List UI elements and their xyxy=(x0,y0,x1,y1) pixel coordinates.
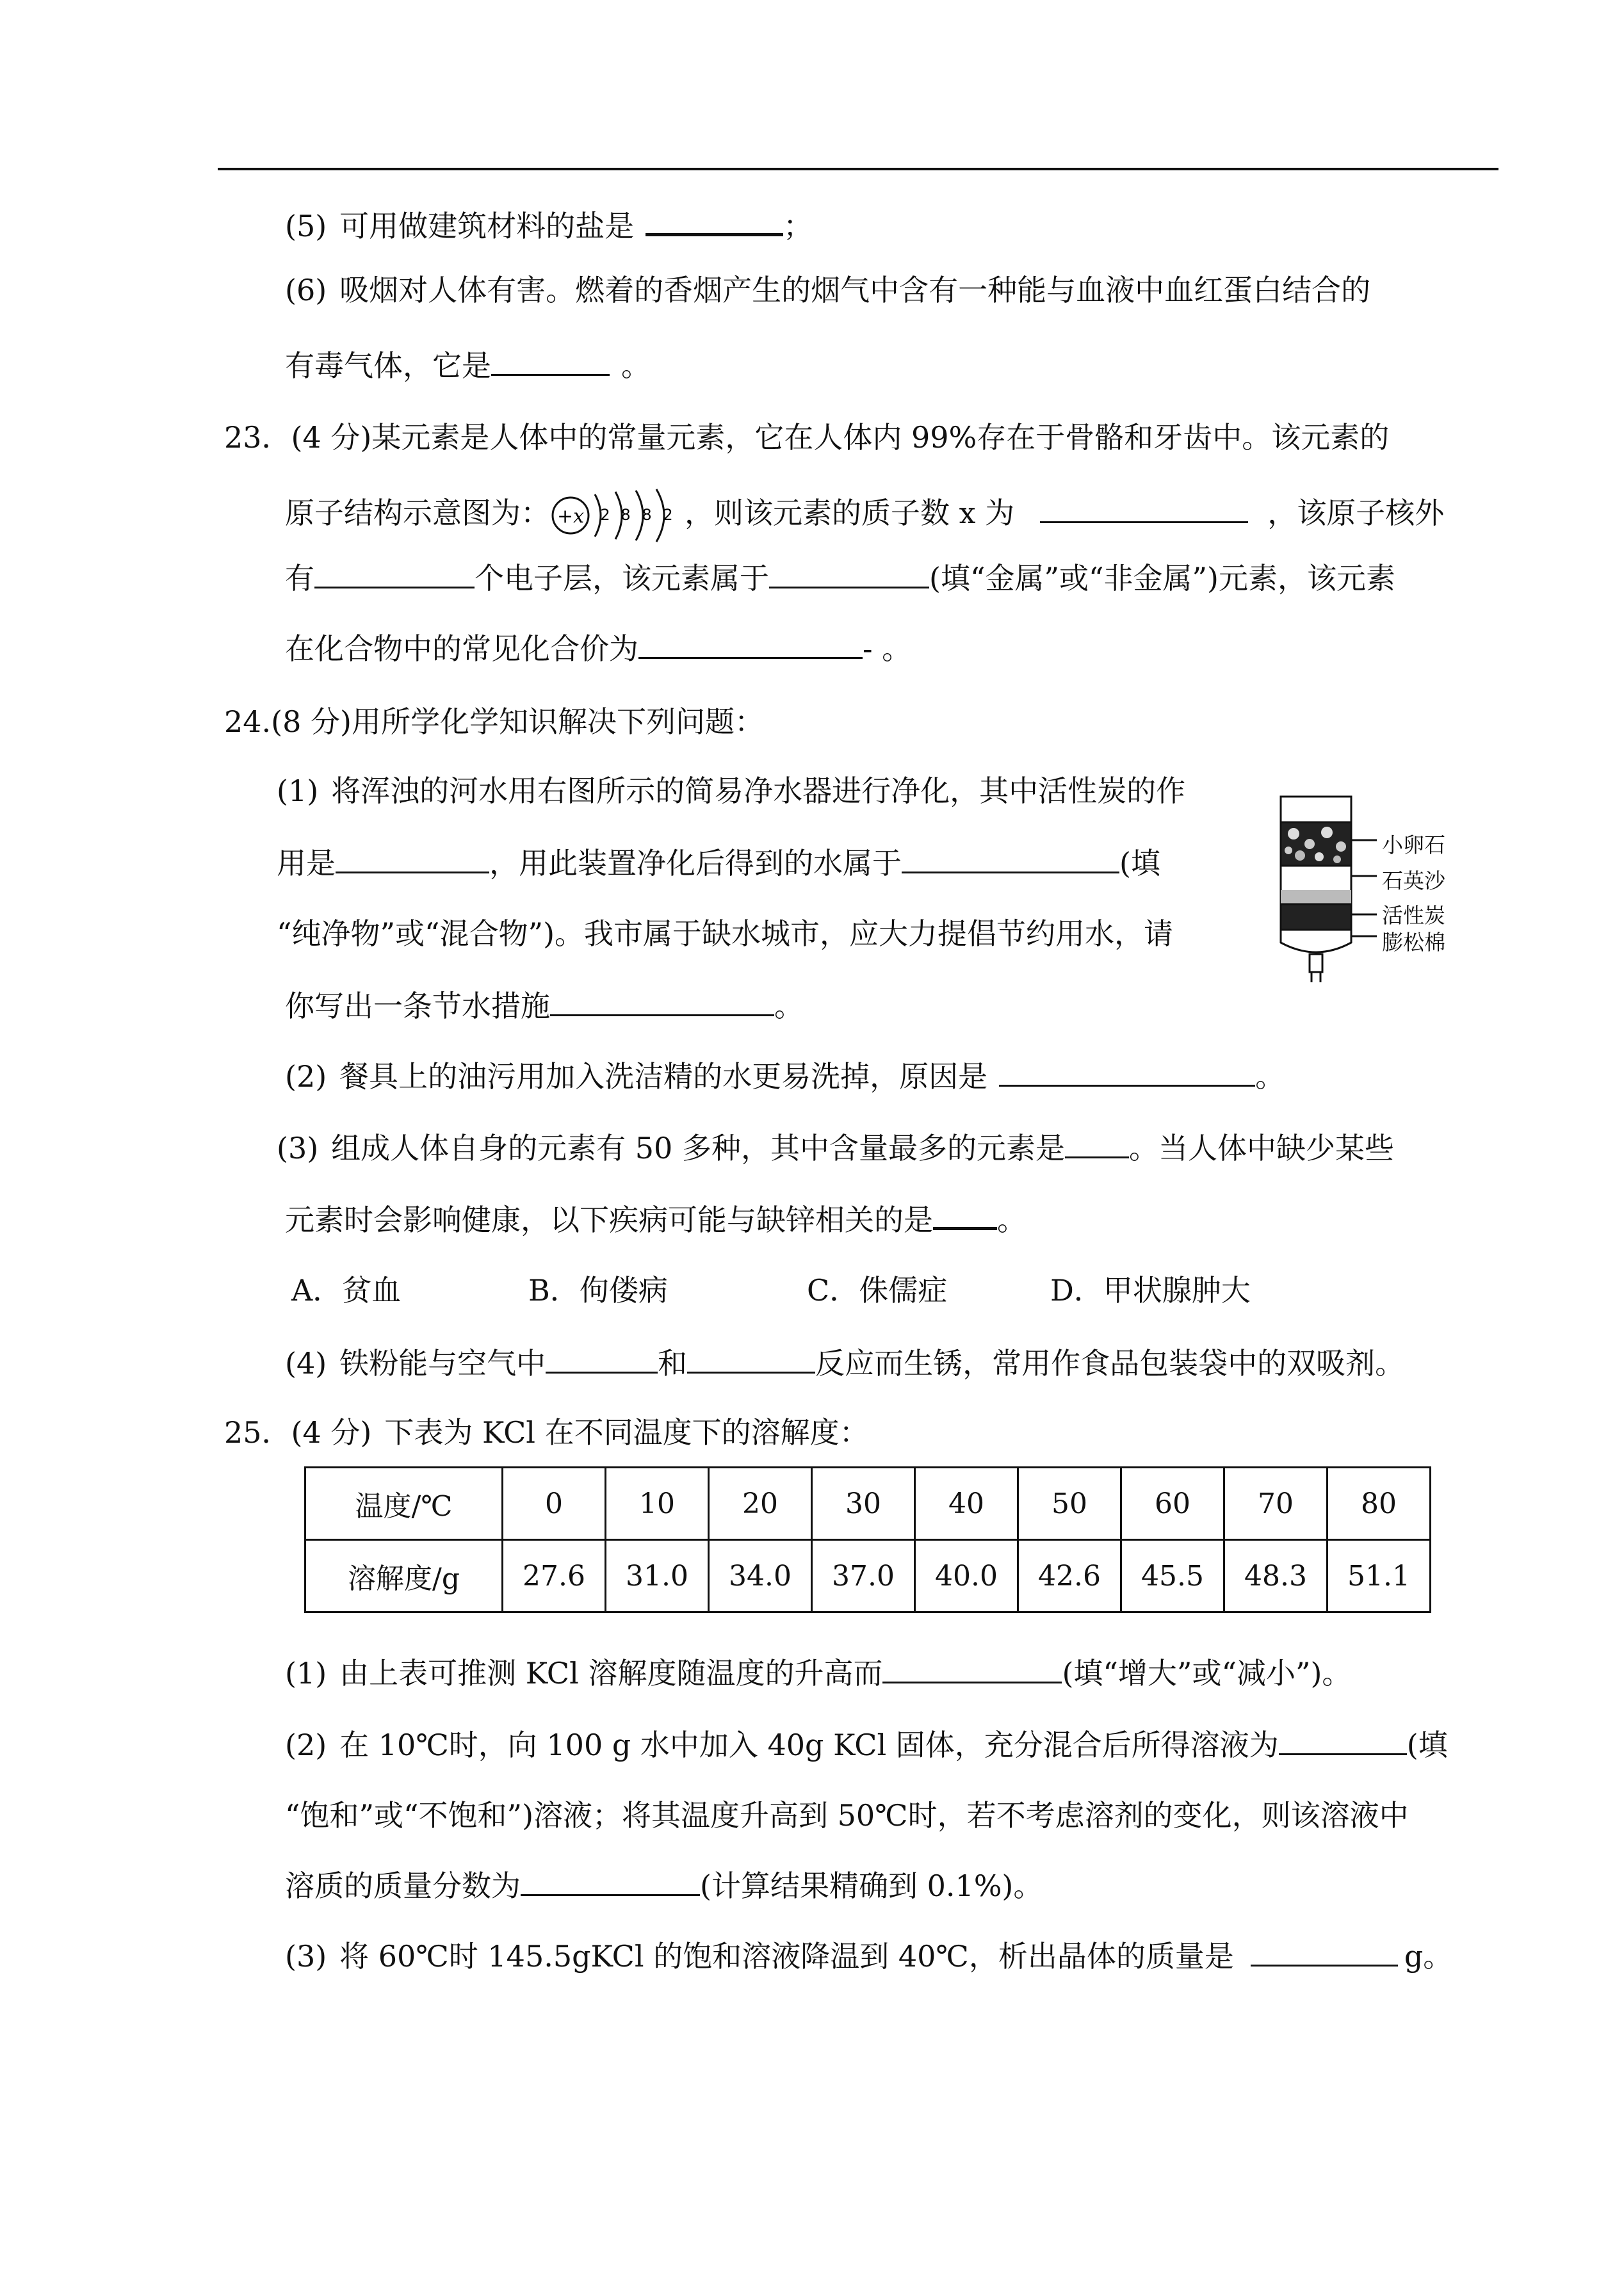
option-b[interactable]: B．佝偻病 xyxy=(528,1273,668,1308)
header-rule xyxy=(218,168,1498,170)
table-cell: 60 xyxy=(1121,1468,1224,1540)
q24-part1-line4: 你写出一条节水措施 。 xyxy=(285,989,804,1023)
table-cell: 20 xyxy=(709,1468,812,1540)
question-score: (8 分) xyxy=(271,704,352,739)
q22-part5: (5) 可用做建筑材料的盐是 ； xyxy=(285,209,813,243)
answer-blank[interactable] xyxy=(999,1084,1255,1087)
q24-part3-line1: (3) 组成人体自身的元素有 50 多种，其中含量最多的元素是 。当人体中缺少某些 xyxy=(277,1131,1394,1165)
table-cell: 42.6 xyxy=(1018,1540,1121,1612)
q25-part2-line2: “饱和”或“不饱和”)溶液；将其温度升高到 50℃时，若不考虑溶剂的变化，则该溶液中 xyxy=(285,1798,1409,1833)
table-cell: 40 xyxy=(915,1468,1018,1540)
q24-part1-line1: (1) 将浑浊的河水用右图所示的简易净水器进行净化，其中活性炭的作 xyxy=(277,774,1186,808)
filter-top-empty xyxy=(1281,797,1351,822)
outlet-tube xyxy=(1310,954,1322,972)
answer-blank[interactable] xyxy=(546,1371,658,1374)
table-cell: 31.0 xyxy=(606,1540,709,1612)
q23-line4: 在化合物中的常见化合价为 - 。 xyxy=(285,631,912,666)
q25-part1: (1) 由上表可推测 KCl 溶解度随温度的升高而 (填“增大”或“减小”)。 xyxy=(285,1656,1352,1691)
filter-label-quartz-sand: 石英沙 xyxy=(1382,868,1445,893)
q22-part6-line1: (6) 吸烟对人体有害。燃着的香烟产生的烟气中含有一种能与血液中血红蛋白结合的 xyxy=(285,273,1371,307)
q24-part4: (4) 铁粉能与空气中 和 反应而生锈，常用作食品包装袋中的双吸剂。 xyxy=(285,1346,1405,1381)
answer-blank[interactable] xyxy=(1065,1156,1129,1158)
answer-blank[interactable] xyxy=(687,1371,815,1374)
option-d[interactable]: D．甲状腺肿大 xyxy=(1050,1273,1251,1308)
answer-blank[interactable] xyxy=(882,1681,1062,1683)
table-cell: 80 xyxy=(1328,1468,1431,1540)
answer-blank[interactable] xyxy=(933,1226,997,1230)
table-cell: 51.1 xyxy=(1328,1540,1431,1612)
filter-label-activated-carbon: 活性炭 xyxy=(1382,903,1445,928)
q24-part1-line3: “纯净物”或“混合物”)。我市属于缺水城市，应大力提倡节约用水，请 xyxy=(277,916,1174,951)
option-c[interactable]: C．侏儒症 xyxy=(807,1273,948,1308)
question-number: 23． xyxy=(224,420,291,455)
activated-carbon-layer xyxy=(1281,904,1351,930)
electron-count: 2 xyxy=(600,506,610,524)
q25-part2-line1: (2) 在 10℃时，向 100 g 水中加入 40g KCl 固体，充分混合后所得溶液为 (填 xyxy=(285,1728,1448,1762)
answer-blank[interactable] xyxy=(902,871,1119,873)
q23-line3: 有 个电子层，该元素属于 (填“金属”或“非金属”)元素，该元素 xyxy=(285,561,1395,596)
q23-line2: 原子结构示意图为： +x 2 8 8 2 ，则该元素的质子数 x 为 ，该原子核外 xyxy=(285,487,1444,544)
table-cell: 45.5 xyxy=(1121,1540,1224,1612)
q24-part1-line2: 用是 ，用此装置净化后得到的水属于 (填 xyxy=(277,846,1160,880)
table-cell: 48.3 xyxy=(1224,1540,1328,1612)
q25-intro: 25．(4 分) 下表为 KCl 在不同温度下的溶解度： xyxy=(224,1415,869,1450)
cotton-layer xyxy=(1281,930,1351,952)
q24-part3-line2: 元素时会影响健康，以下疾病可能与缺锌相关的是 。 xyxy=(285,1203,1027,1237)
question-score: (4 分) xyxy=(291,420,372,455)
answer-blank[interactable] xyxy=(646,232,783,236)
atom-structure-diagram xyxy=(550,487,678,544)
kcl-solubility-table xyxy=(304,1466,1431,1613)
q24-intro: 24.(8 分)用所学化学知识解决下列问题： xyxy=(224,704,764,739)
answer-blank[interactable] xyxy=(521,1894,700,1896)
q22-part6-line2: 有毒气体，它是 。 xyxy=(285,348,651,383)
electron-count: 2 xyxy=(663,506,673,524)
q23-line1: 23．(4 分)某元素是人体中的常量元素，它在人体内 99%存在于骨骼和牙齿中。该元素的 xyxy=(224,420,1390,455)
row-header-solubility: 溶解度/g xyxy=(305,1540,503,1612)
nucleus-label: +x xyxy=(556,505,585,528)
question-number: 25． xyxy=(224,1415,291,1450)
table-cell: 37.0 xyxy=(812,1540,915,1612)
q24-part2: (2) 餐具上的油污用加入洗洁精的水更易洗掉，原因是 。 xyxy=(285,1059,1285,1094)
option-a[interactable]: A．贫血 xyxy=(291,1273,402,1308)
table-cell: 50 xyxy=(1018,1468,1121,1540)
table-cell: 30 xyxy=(812,1468,915,1540)
table-row-temperature xyxy=(305,1468,1431,1540)
question-number: 24. xyxy=(224,704,272,739)
table-cell: 10 xyxy=(606,1468,709,1540)
answer-blank[interactable] xyxy=(491,373,610,376)
table-cell: 40.0 xyxy=(915,1540,1018,1612)
answer-blank[interactable] xyxy=(1279,1753,1407,1755)
answer-blank[interactable] xyxy=(769,586,929,588)
q25-part3: (3) 将 60℃时 145.5gKCl 的饱和溶液降温到 40℃，析出晶体的质量是 g。 xyxy=(285,1939,1453,1974)
row-header-temperature: 温度/℃ xyxy=(305,1468,503,1540)
answer-blank[interactable] xyxy=(638,656,863,659)
answer-blank[interactable] xyxy=(1251,1964,1398,1967)
table-cell: 27.6 xyxy=(503,1540,606,1612)
table-row-solubility xyxy=(305,1540,1431,1612)
filter-label-pebble: 小卵石 xyxy=(1382,832,1445,857)
answer-blank[interactable] xyxy=(1040,521,1248,523)
answer-blank[interactable] xyxy=(314,586,475,588)
q25-part2-line3: 溶质的质量分数为 (计算结果精确到 0.1%)。 xyxy=(285,1869,1043,1903)
answer-blank[interactable] xyxy=(550,1014,774,1016)
table-cell: 34.0 xyxy=(709,1540,812,1612)
filter-label-cotton: 膨松棉 xyxy=(1382,930,1445,955)
water-filter-figure xyxy=(1274,794,1505,986)
electron-count: 8 xyxy=(621,506,631,524)
table-cell: 0 xyxy=(503,1468,606,1540)
answer-blank[interactable] xyxy=(336,871,489,873)
table-cell: 70 xyxy=(1224,1468,1328,1540)
electron-count: 8 xyxy=(642,506,652,524)
question-score: (4 分) xyxy=(291,1415,372,1450)
